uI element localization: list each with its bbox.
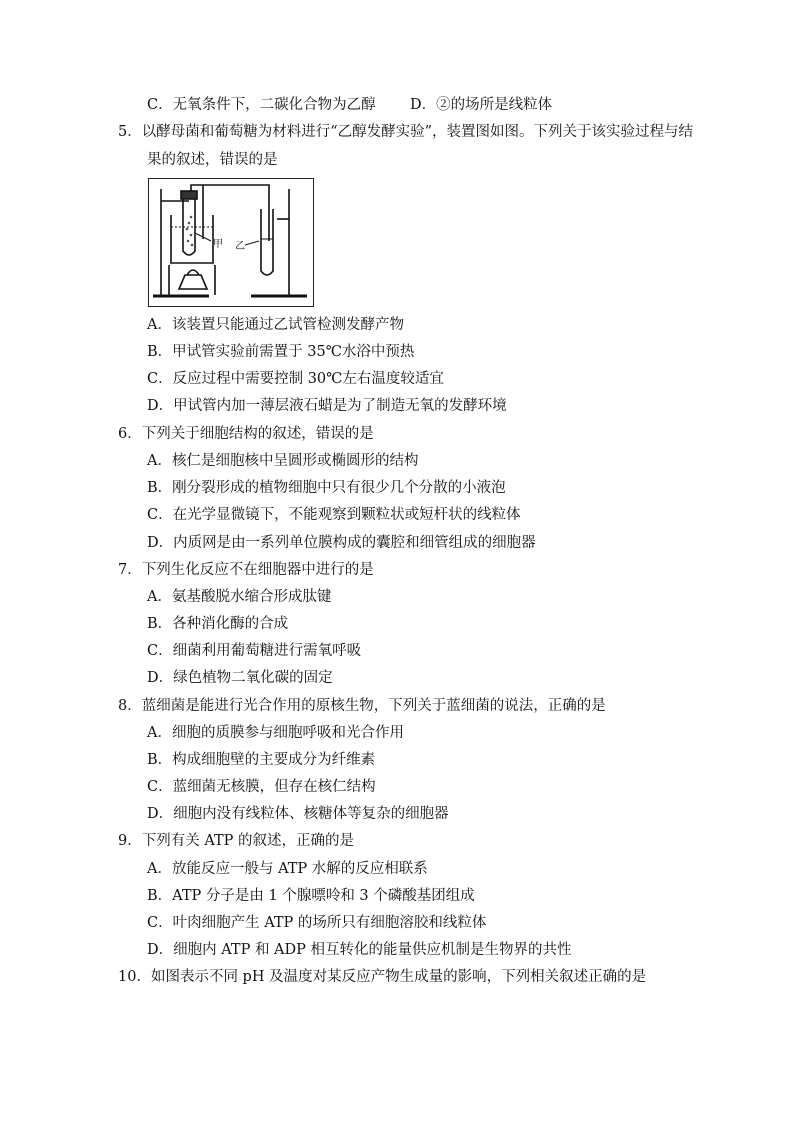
q6-option-b: B．刚分裂形成的植物细胞中只有很少几个分散的小液泡 xyxy=(147,480,506,496)
q6-option-d: D．内质网是由一系列单位膜构成的囊腔和细管组成的细胞器 xyxy=(147,535,536,551)
q5-stem: 5．以酵母菌和葡萄糖为材料进行“乙醇发酵实验”，装置图如图。下列关于该实验过程与结 xyxy=(118,124,694,140)
q7-option-c: C．细菌利用葡萄糖进行需氧呼吸 xyxy=(147,643,362,659)
q10-stem: 10．如图表示不同 pH 及温度对某反应产物生成量的影响，下列相关叙述正确的是 xyxy=(118,969,647,985)
q6-stem: 6．下列关于细胞结构的叙述，错误的是 xyxy=(118,426,374,442)
q8-option-d: D．细胞内没有线粒体、核糖体等复杂的细胞器 xyxy=(147,806,449,822)
q8-option-c: C．蓝细菌无核膜，但存在核仁结构 xyxy=(147,779,376,795)
q4-option-d: D．②的场所是线粒体 xyxy=(410,97,553,113)
apparatus-drawing xyxy=(149,179,313,306)
q7-option-d: D．绿色植物二氧化碳的固定 xyxy=(147,670,333,686)
q8-option-a: A．细胞的质膜参与细胞呼吸和光合作用 xyxy=(147,725,404,741)
q5-option-a: A．该装置只能通过乙试管检测发酵产物 xyxy=(147,317,404,333)
q8-stem: 8．蓝细菌是能进行光合作用的原核生物，下列关于蓝细菌的说法，正确的是 xyxy=(118,698,606,714)
q8-option-b: B．构成细胞壁的主要成分为纤维素 xyxy=(147,752,376,768)
q5-stem-cont: 果的叙述，错误的是 xyxy=(147,152,278,168)
q9-stem: 9．下列有关 ATP 的叙述，正确的是 xyxy=(118,833,355,849)
q5-option-c: C．反应过程中需要控制 30℃左右温度较适宜 xyxy=(147,371,444,387)
label-yi: 乙 xyxy=(235,241,245,252)
q4-option-c: C．无氧条件下，二碳化合物为乙醇 xyxy=(147,97,376,113)
q7-stem: 7．下列生化反应不在细胞器中进行的是 xyxy=(118,562,374,578)
q6-option-c: C．在光学显微镜下，不能观察到颗粒状或短杆状的线粒体 xyxy=(147,507,521,523)
q9-option-d: D．细胞内 ATP 和 ADP 相互转化的能量供应机制是生物界的共性 xyxy=(147,942,572,958)
q9-option-b: B．ATP 分子是由 1 个腺嘌呤和 3 个磷酸基团组成 xyxy=(147,888,475,904)
q7-option-a: A．氨基酸脱水缩合形成肽键 xyxy=(147,589,332,605)
q9-option-a: A．放能反应一般与 ATP 水解的反应相联系 xyxy=(147,861,428,877)
q5-option-d: D．甲试管内加一薄层液石蜡是为了制造无氧的发酵环境 xyxy=(147,398,507,414)
q5-option-b: B．甲试管实验前需置于 35℃水浴中预热 xyxy=(147,344,415,360)
fermentation-apparatus-figure xyxy=(148,178,314,307)
q9-option-c: C．叶肉细胞产生 ATP 的场所只有细胞溶胶和线粒体 xyxy=(147,915,487,931)
label-jia: 甲 xyxy=(213,239,223,250)
q6-option-a: A．核仁是细胞核中呈圆形或椭圆形的结构 xyxy=(147,453,419,469)
q7-option-b: B．各种消化酶的合成 xyxy=(147,616,289,632)
